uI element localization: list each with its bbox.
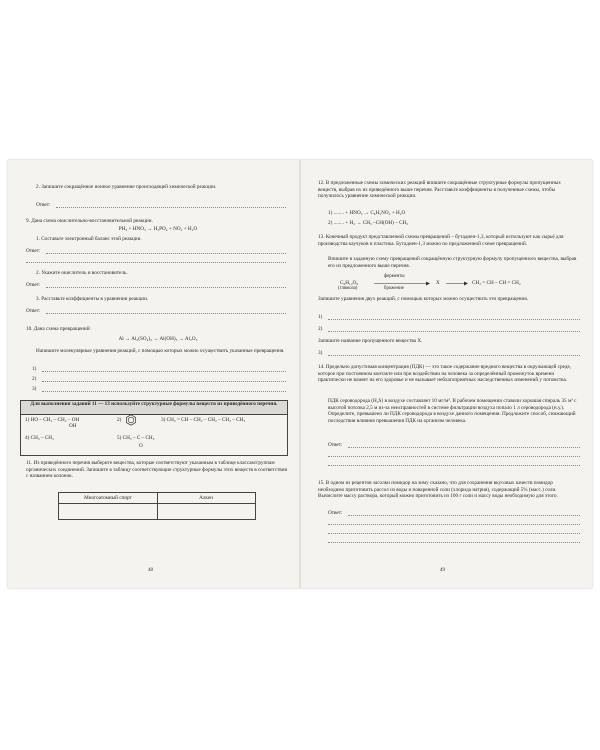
- task-11-text: 11. Из приведённого перечня выберите вещества, которые соответствуют указанным в таблице классам/группам органических соединений. Запишите в таблицу соответствующие структурные формулы этих веществ в соответствии с названием колонок.: [26, 460, 289, 480]
- scheme-x: X: [436, 280, 440, 286]
- answer-line: [328, 533, 580, 534]
- task-15-text: 15. В одном из рецептов засолки помидор на зиму сказано, что для сохранения вкусовых качеств помидор необходимо приготовить рассол из воды и поваренной соли (хлорида натрия), содержащий 5% (масс.) соли. Вычислите массу раствора, который можно приготовить из 100 г соли и массу воды необходимую для этого.: [318, 480, 558, 500]
- answer-line: [328, 355, 580, 356]
- answer-label: Ответ:: [328, 510, 343, 516]
- answer-line: [46, 313, 286, 314]
- task-10-intro: 10. Дана схема превращений:: [26, 326, 91, 332]
- answer-line: [328, 456, 580, 457]
- scheme-glucose-name: (глюкоза): [338, 286, 358, 291]
- formula-1: 1) HO – CH₂ – CH₂ – OH: [25, 417, 80, 423]
- formulas-box-header: [21, 401, 287, 415]
- task-13-text: 13. Конечный продукт представленной схемы превращений – бутадиен-1,3, который используют как сырьё для производства каучуков и пластика. Бутадиен-1,3 можно по предложенной схеме превращений.: [318, 234, 565, 247]
- answer-line: [348, 515, 580, 516]
- formula-2: 2): [117, 417, 122, 423]
- arrow-right-icon: [446, 281, 468, 286]
- scheme-butadiene: CH₂ = CH – CH = CH₂: [472, 280, 521, 286]
- answer-line: [328, 331, 580, 332]
- task-9-part-3: 3. Расставьте коэффициенты в уравнении реакции.: [36, 296, 149, 302]
- answer-line: [56, 207, 286, 208]
- task-12-text: 12. В предложенные схемы химических реакций впишите сокращённые структурные формулы пропущенных веществ, выбрав их из приведённого выше перечня. Расставьте коэффициенты в полученные схемы, чтобы получилось уравнение химической реакции.: [318, 180, 563, 200]
- item-number: 1): [32, 366, 37, 372]
- page-number: 48: [148, 568, 153, 573]
- item-number: 2): [32, 376, 37, 382]
- answer-line: [42, 381, 286, 382]
- answer-line: [42, 371, 286, 372]
- task-12-equation-1: 1) ........ + HNO₃ → C₆H₅NO₂ + H₂O: [328, 210, 406, 216]
- table-header-polyol: Многоатомный спирт: [84, 495, 132, 501]
- answer-line: [46, 287, 286, 288]
- task-9-intro: 9. Дана схема окислительно-восстановительной реакции.: [26, 218, 153, 224]
- answer-line: [328, 524, 580, 525]
- classes-table: [58, 492, 256, 520]
- answer-label: Ответ:: [26, 308, 41, 314]
- page-number: 49: [440, 568, 445, 573]
- answer-line: [46, 253, 286, 254]
- answer-label: Ответ:: [328, 442, 343, 448]
- task-14-problem: ПДК сероводорода (H₂S) в воздухе составляет 10 мг/м³. В рабочем помещении ставили хорошая спираль 35 м³ с высотой потолка 2,5 м из-за неисправностей в системе фильтрации воздуха попало 1 л сероводорода (н.у.). Определите, превышено ли ПДК сероводорода в воздухе данного помещения. Предложите способ, снижающий последствия влияния превышения ПДК на организм человека.: [328, 398, 578, 424]
- item-number: 3): [318, 350, 323, 356]
- table-header-alkene: Алкен: [199, 495, 213, 501]
- task-9-part-2: 2. Укажите окислитель и восстановитель.: [36, 270, 128, 276]
- scheme-arrow-label-bottom: брожение: [384, 286, 404, 291]
- formula-3: 3) CH₂ = CH – CH₂ – CH₂ – CH₂ – CH₃: [161, 417, 246, 423]
- task-9-equation: PH₃ + HNO₃ → H₃PO₄ + NO₂ + H₂O: [118, 226, 198, 232]
- task-13-name-instruction: Запишите название пропущенного вещества X.: [318, 338, 423, 344]
- task-8-part-2: 2. Запишите сокращённое ионное уравнение происходящей химической реакции.: [36, 184, 217, 190]
- formula-4: 4) CH₃ – CH₃: [25, 435, 54, 441]
- answer-line: [42, 391, 286, 392]
- task-13-equations-instruction: Запишите уравнения двух реакций, с помощью которых можно осуществить эти превращения.: [318, 296, 529, 302]
- answer-label: Ответ:: [36, 202, 51, 208]
- scheme-glucose: C₆H₁₂O₆: [340, 280, 359, 286]
- scheme-arrow-label-top: ферменты: [384, 274, 405, 279]
- task-12-equation-2: 2) ........ + H₂ → CH₃ –CH(OH) – CH₃: [328, 220, 409, 226]
- benzene-ring-icon: [125, 414, 137, 426]
- formula-5-sub: O: [139, 443, 143, 449]
- answer-label: Ответ:: [26, 282, 41, 288]
- task-9-part-1: 1. Составьте электронный баланс этой реакции.: [36, 236, 142, 242]
- item-number: 1): [318, 314, 323, 320]
- task-10-text: Напишите молекулярные уравнения реакций, с помощью которых можно осуществить указанные превращения.: [36, 348, 285, 354]
- right-page: [300, 160, 592, 588]
- formulas-box: [20, 400, 288, 456]
- task-14-definition: 14. Предельно допустимая концентрация (ПДК) — это такое содержание вредного вещества в окружающей среде, которое при постоянном контакте или при воздействии на человека за определённый промежуток времени практически не влияет на его здоровье и не вызывает неблагоприятных наследственных изменений у потомства.: [318, 364, 573, 384]
- answer-line: [348, 447, 580, 448]
- left-page: [8, 160, 300, 588]
- answer-line: [328, 319, 580, 320]
- item-number: 3): [32, 386, 37, 392]
- answer-line: [26, 262, 286, 263]
- answer-label: Ответ:: [26, 248, 41, 254]
- task-13-instruction: Впишите в заданную схему превращений сокращённую структурную формулу пропущенного вещества, выбрав его из предложенного выше перечня.: [328, 256, 578, 269]
- item-number: 2): [318, 326, 323, 332]
- task-10-scheme: Al → Al₂(SO₄)₃ → Al(OH)₃ → Al₂O₃: [118, 336, 198, 342]
- answer-line: [328, 465, 580, 466]
- formula-1-sub: OH: [69, 423, 77, 429]
- book-spread: [8, 160, 592, 588]
- answer-line: [328, 542, 580, 543]
- formula-5: 5) CH₃ – C – CH₃: [117, 435, 155, 441]
- formulas-box-title: Для выполнения заданий 11 — 13 используйте структурные формулы веществ из приведённого перечня.: [30, 401, 278, 407]
